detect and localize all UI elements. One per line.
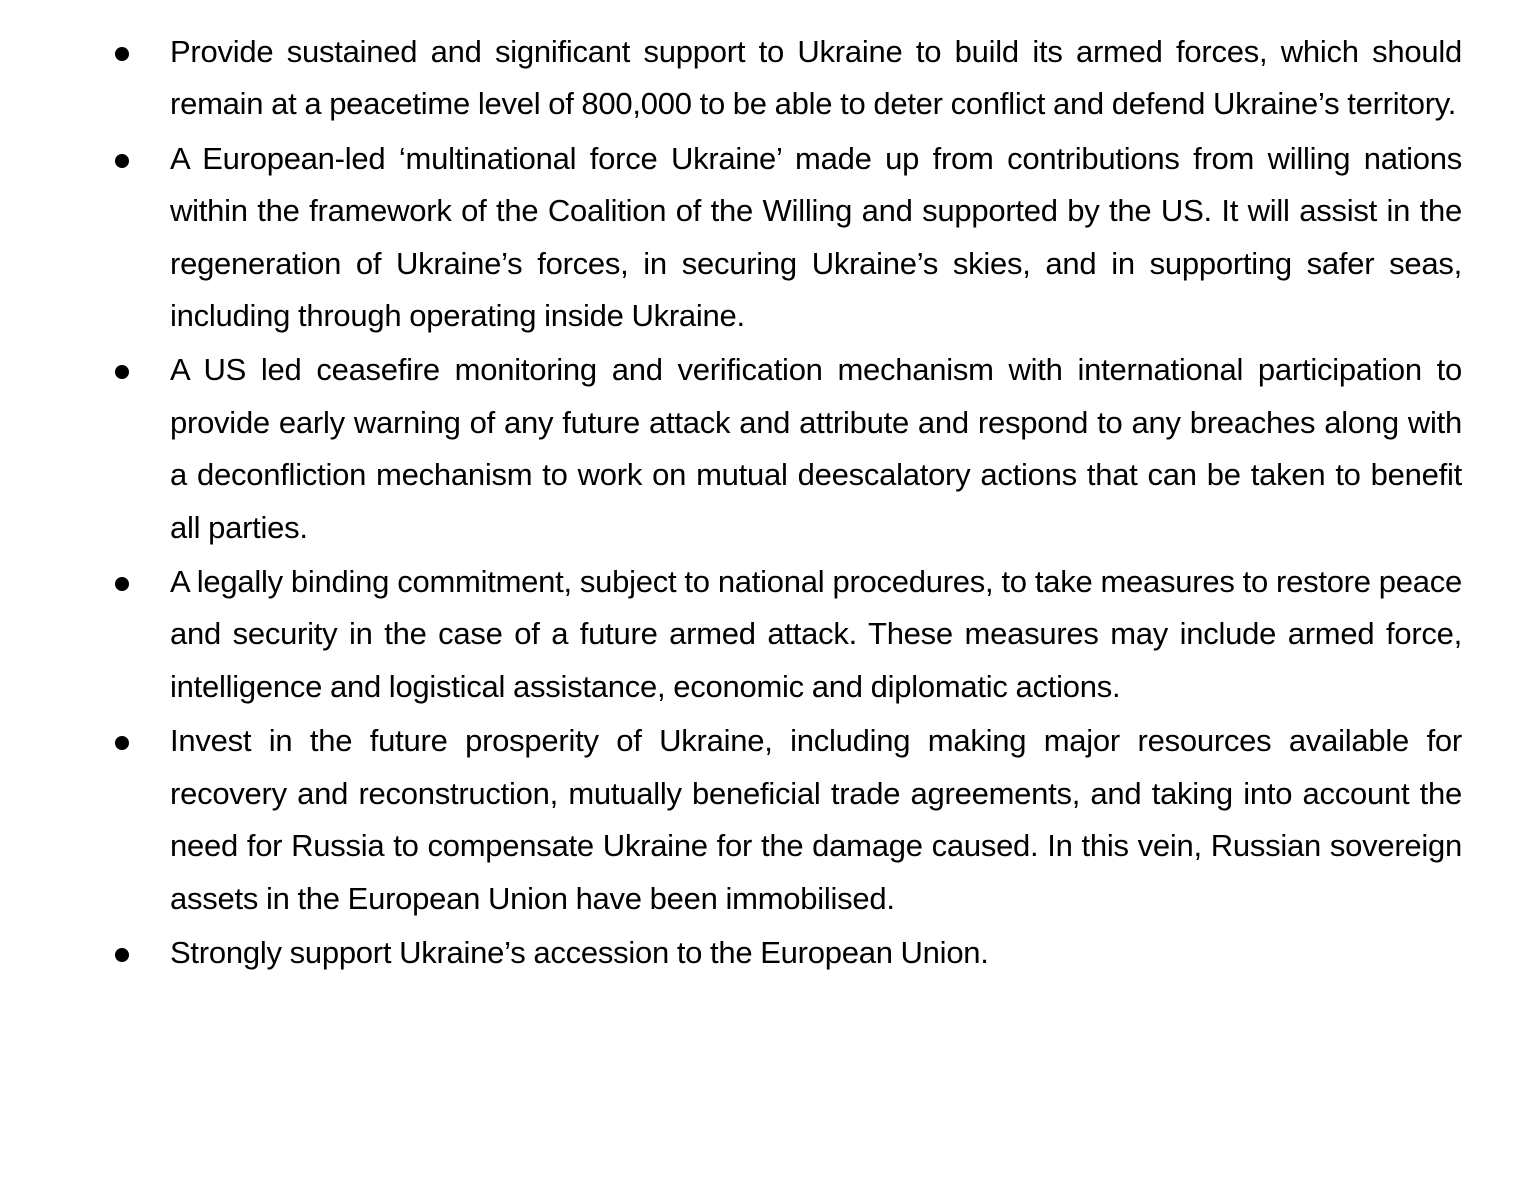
bullet-icon — [115, 948, 129, 962]
list-item — [0, 344, 1540, 554]
list-item-text: Provide sustained and significant support to Ukraine to build its armed forces, which should remain at a peacetime level of 800,000 to be able to deter conflict and defend Ukraine’s territory. — [170, 34, 1462, 122]
list-item-text: A legally binding commitment, subject to national procedures, to take measures to restore peace and security in the case of a future armed attack. These measures may include armed force, intelligence and logistical assistance, economic and diplomatic actions. — [170, 564, 1462, 704]
list-item — [0, 715, 1540, 925]
list-item — [0, 927, 1540, 979]
list-item-text: A US led ceasefire monitoring and verification mechanism with international participation to provide early warning of any future attack and attribute and respond to any breaches along with a deconfliction mechanism to work on mutual deescalatory actions that can be taken to benefit all parties. — [170, 352, 1462, 545]
bullet-icon — [115, 47, 129, 61]
list-item — [0, 133, 1540, 343]
bullet-icon — [115, 365, 129, 379]
bullet-list — [0, 26, 1540, 981]
list-item — [0, 556, 1540, 713]
bullet-icon — [115, 154, 129, 168]
list-item — [0, 26, 1540, 131]
bullet-icon — [115, 736, 129, 750]
bullet-icon — [115, 577, 129, 591]
list-item-text: A European-led ‘multinational force Ukraine’ made up from contributions from willing nations within the framework of the Coalition of the Willing and supported by the US. It will assist in the regeneration of Ukraine’s forces, in securing Ukraine’s skies, and in supporting safer seas, including through operating inside Ukraine. — [170, 140, 1462, 334]
list-item-text: Invest in the future prosperity of Ukraine, including making major resources available for recovery and reconstruction, mutually beneficial trade agreements, and taking into account the need for Russia to compensate Ukraine for the damage caused. In this vein, Russian sovereign assets in the European Union have been immobilised. — [170, 723, 1462, 916]
list-item-text: Strongly support Ukraine’s accession to the European Union. — [170, 934, 989, 970]
